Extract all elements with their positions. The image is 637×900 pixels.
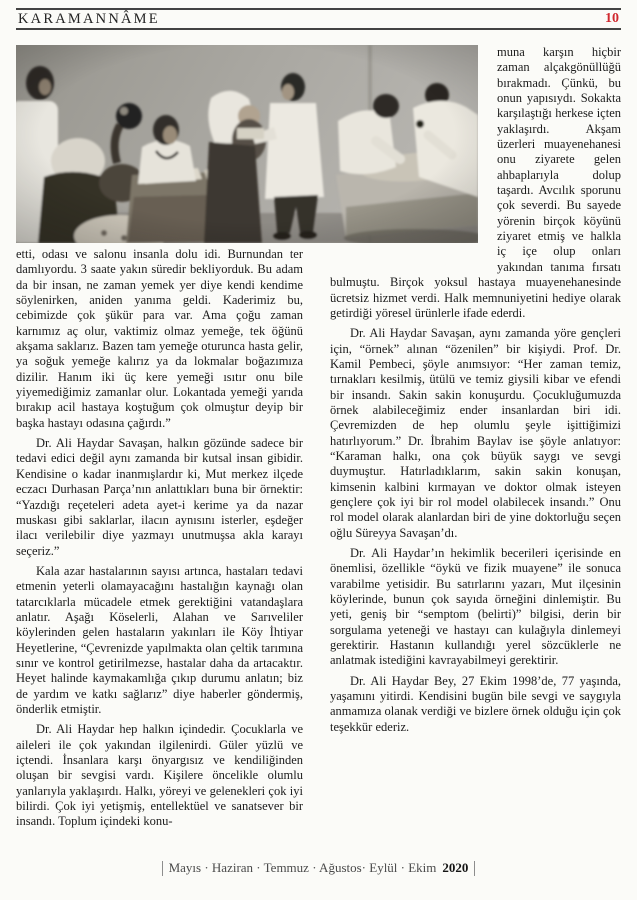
paragraph: Dr. Ali Haydar Savaşan, aynı zamanda yöre gençleri için, “örnek” alınan “özenilen” bir kişiydi. Prof. Dr. Kamil Pembeci, şöyle anımsıyor: “Her zaman temiz, tırnakları kesilmiş, ütülü ve temiz giysili kibar ve efendi bir insandı. Sakin sakin konuşurdu. Çocukluğumuzda örnek alabileceğimiz ender insanlardan biri idi. Çevremizden de hep olumlu şeyle işittiğimizi hatırlıyorum.” Dr. İbrahim Baylav ise şöyle anlatıyor: “Karaman halkı, ona çok büyük saygı ve sevgi duymuştur. Hatırladıklarım, sakin sakin konuşan, kimsenin kalbini kırmayan ve doktor olmak isteyen gençlere çok iyi bir rol model olabilecek insandı.” Onu rol model olarak alanlardan biri de yine doktorluğu seçen oğlu Süreyya Savaşan’dı. <box>330 326 621 540</box>
paragraph: Kala azar hastalarının sayısı artınca, hastaları tedavi etmenin yeterli olamayacağını hastalığın kaynağı olan tatarcıklarla mücadele etmek gerektiğini vatandaşlara anlatır. Aşağı Köselerli, Alahan ve Sarıveliler köylerinden gelen hastaların yakınları ile Köy İhtiyar Heyetlerine, “Çevrenizde yapılmakta olan çeltik tarımına sınır ve kontrol getirilmezse, hastalar daha da artacaktır. Heyet halinde kaymakamlığa çıkıp durumu anlatın; biz de yardım ve katkı sağlarız” diye haberler göndermiş, önderlik etmiştir. <box>16 563 303 716</box>
paragraph: Dr. Ali Haydar’ın hekimlik becerileri içerisinde en önemlisi, özellikle “öykü ve fizik muayene” ile sonuca varabilme yetisidir. Bu satırlarını yazarı, Mut ilçesinin köylerinde, bunun çok sayıda örneğini dinlemiştir. Bu yeti, geniş bir “semptom (belirti)” bilgisi, derin bir sorgulama yeteneği ve hastayı can kulağıyla dinlemeyi gerektirir. Hastanın kullandığı yerel sözcüklerle ne anlatmak istediğini kavrayabilmeyi gerektirir. <box>330 546 621 668</box>
page-footer <box>0 860 637 876</box>
paragraph: Dr. Ali Haydar Savaşan, halkın gözünde sadece bir tedavi edici değil aynı zamanda bir kutsal insan gibidir. Kendisine o kadar inanmışlardır ki, Mut merkez ilçede eczacı Durhasan Parça’nın anlattıkları buna bir örnektir: “Yazdığı reçeteleri adeta ayet-i kerime ya da nazar muskası gibi saklarlar, ilacın aynısını isterler, eşdeğer ilacı verilebilir diye yazmayı unutmuşsa akla karayı seçeriz.” <box>16 436 303 558</box>
paragraph: muna karşın hiçbir zaman alçakgönüllüğü bırakmadı. Çünkü, bu onun yapısıydı. Sokakta karşılaştığı herkese içten yaklaşırdı. Akşam üzerleri muayenehanesi onu ziyarete gelen ahbaplarıyla dolup taşardı. Avcılık sporunu çok severdi. Bu sayede yörenin birçok köyünü ziyaret etmiş ve halkla iç içe olup onları yakından tanıma fırsatı bulmuştu. Birçok yoksul hastaya muayenehanesinde ücretsiz hizmet verdi. Halk memnuniyetini hediye olarak getirdiği yöresel ürünlerle ifade ederdi. <box>330 45 621 320</box>
paragraph: etti, odası ve salonu insanla dolu idi. Burnundan ter damlıyordu. 3 saate yakın süredir bekliyorduk. Bu adam da bir insan, ne zaman yemek yer diye kendi kendime söylenirken, aniden yanıma geldi. Kaderimiz bu, cebimizde çok şükür para var. Ama çoğu zaman karnımız aç olur, vaktimiz olmaz yemeğe, tek öğünü akşama saklarız. Bazen tam yemeğe oturunca hasta gelir, ya soğuk yemeğe kalırız ya da lokmalar boğazımıza dizilir. Hanım iki üç kere yemeği ısıtır onu bile yiyemediğimiz zamanlar olur. Lokantada yemeği yarıda bırakıp acil hastaya koştuğum çok olmuştur deyip bir başka hastayı odasına çağırdı.” <box>16 247 303 430</box>
paragraph: Dr. Ali Haydar Bey, 27 Ekim 1998’de, 77 yaşında, yaşamını yitirdi. Kendisini bugün bile sevgi ve saygıyla anmamıza olanak verdiği ve bizlere örnek olduğu için çok teşekkür ederiz. <box>330 673 621 734</box>
footer-year: 2020 <box>442 860 469 875</box>
photo-wrap-spacer <box>330 45 497 264</box>
journal-title: KARAMANNÂME <box>18 10 160 27</box>
footer-rule-right <box>474 861 475 876</box>
article-column-left <box>16 247 303 830</box>
page-number: 10 <box>605 11 619 26</box>
article-column-right <box>330 45 621 735</box>
footer-months: Mayıs · Haziran · Temmuz · Ağustos· Eylül · Ekim <box>168 860 437 875</box>
paragraph: Dr. Ali Haydar hep halkın içindedir. Çocuklarla ve aileleri ile çok yakından ilgilenirdi. Güler yüzlü ve içtendi. İnsanlara karşı önyargısız ve kendiliğinden oluşan bir sevgisi vardı. Kişilere öncelikle olumlu yanlarıyla yaklaşırdı. Halkı, yöreyi ve gelenekleri çok iyi bilirdi. Çok iyi yetişmiş, entellektüel ve sanatsever bir insandı. Toplum içindeki konu- <box>16 722 303 829</box>
footer-rule-left <box>162 861 163 876</box>
page-header <box>16 8 621 30</box>
